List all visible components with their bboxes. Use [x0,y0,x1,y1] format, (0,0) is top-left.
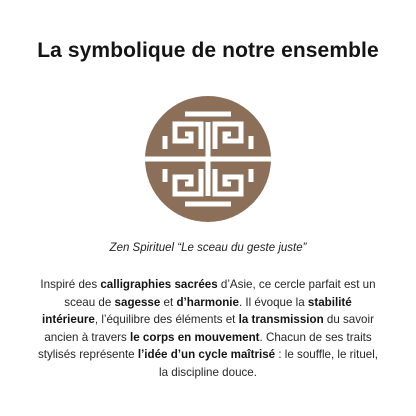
emphasis-text: l’idée d’un cycle maîtrisé [137,348,276,361]
emphasis-text: le corps en mouvement [130,330,260,344]
text-segment: du savoir ancien à travers [44,313,374,344]
emphasis-text: la transmission [238,313,324,326]
description-paragraph [36,276,380,381]
text-segment: : le souffle, le rituel, la discipline douce. [159,348,379,379]
text-segment: , l’équilibre des éléments et [94,313,239,326]
emphasis-text: sagesse [114,295,161,309]
text-segment: . Chacun de ses traits stylisés représente [37,330,372,361]
emphasis-text: calligraphies sacrées [100,278,218,291]
subtitle: Zen Spirituel “Le sceau du geste juste” [109,242,307,254]
emphasis-text: d’harmonie [176,295,239,309]
emphasis-text: stabilité intérieure [42,295,352,326]
text-segment: Inspiré des [40,278,101,291]
text-segment: d’Asie, ce cercle parfait est un sceau de [64,278,376,309]
page-title: La symbolique de notre ensemble [37,39,379,62]
text-segment: et [160,295,177,309]
text-segment: . Il évoque la [238,295,308,309]
shou-longevity-seal-icon [145,96,271,222]
